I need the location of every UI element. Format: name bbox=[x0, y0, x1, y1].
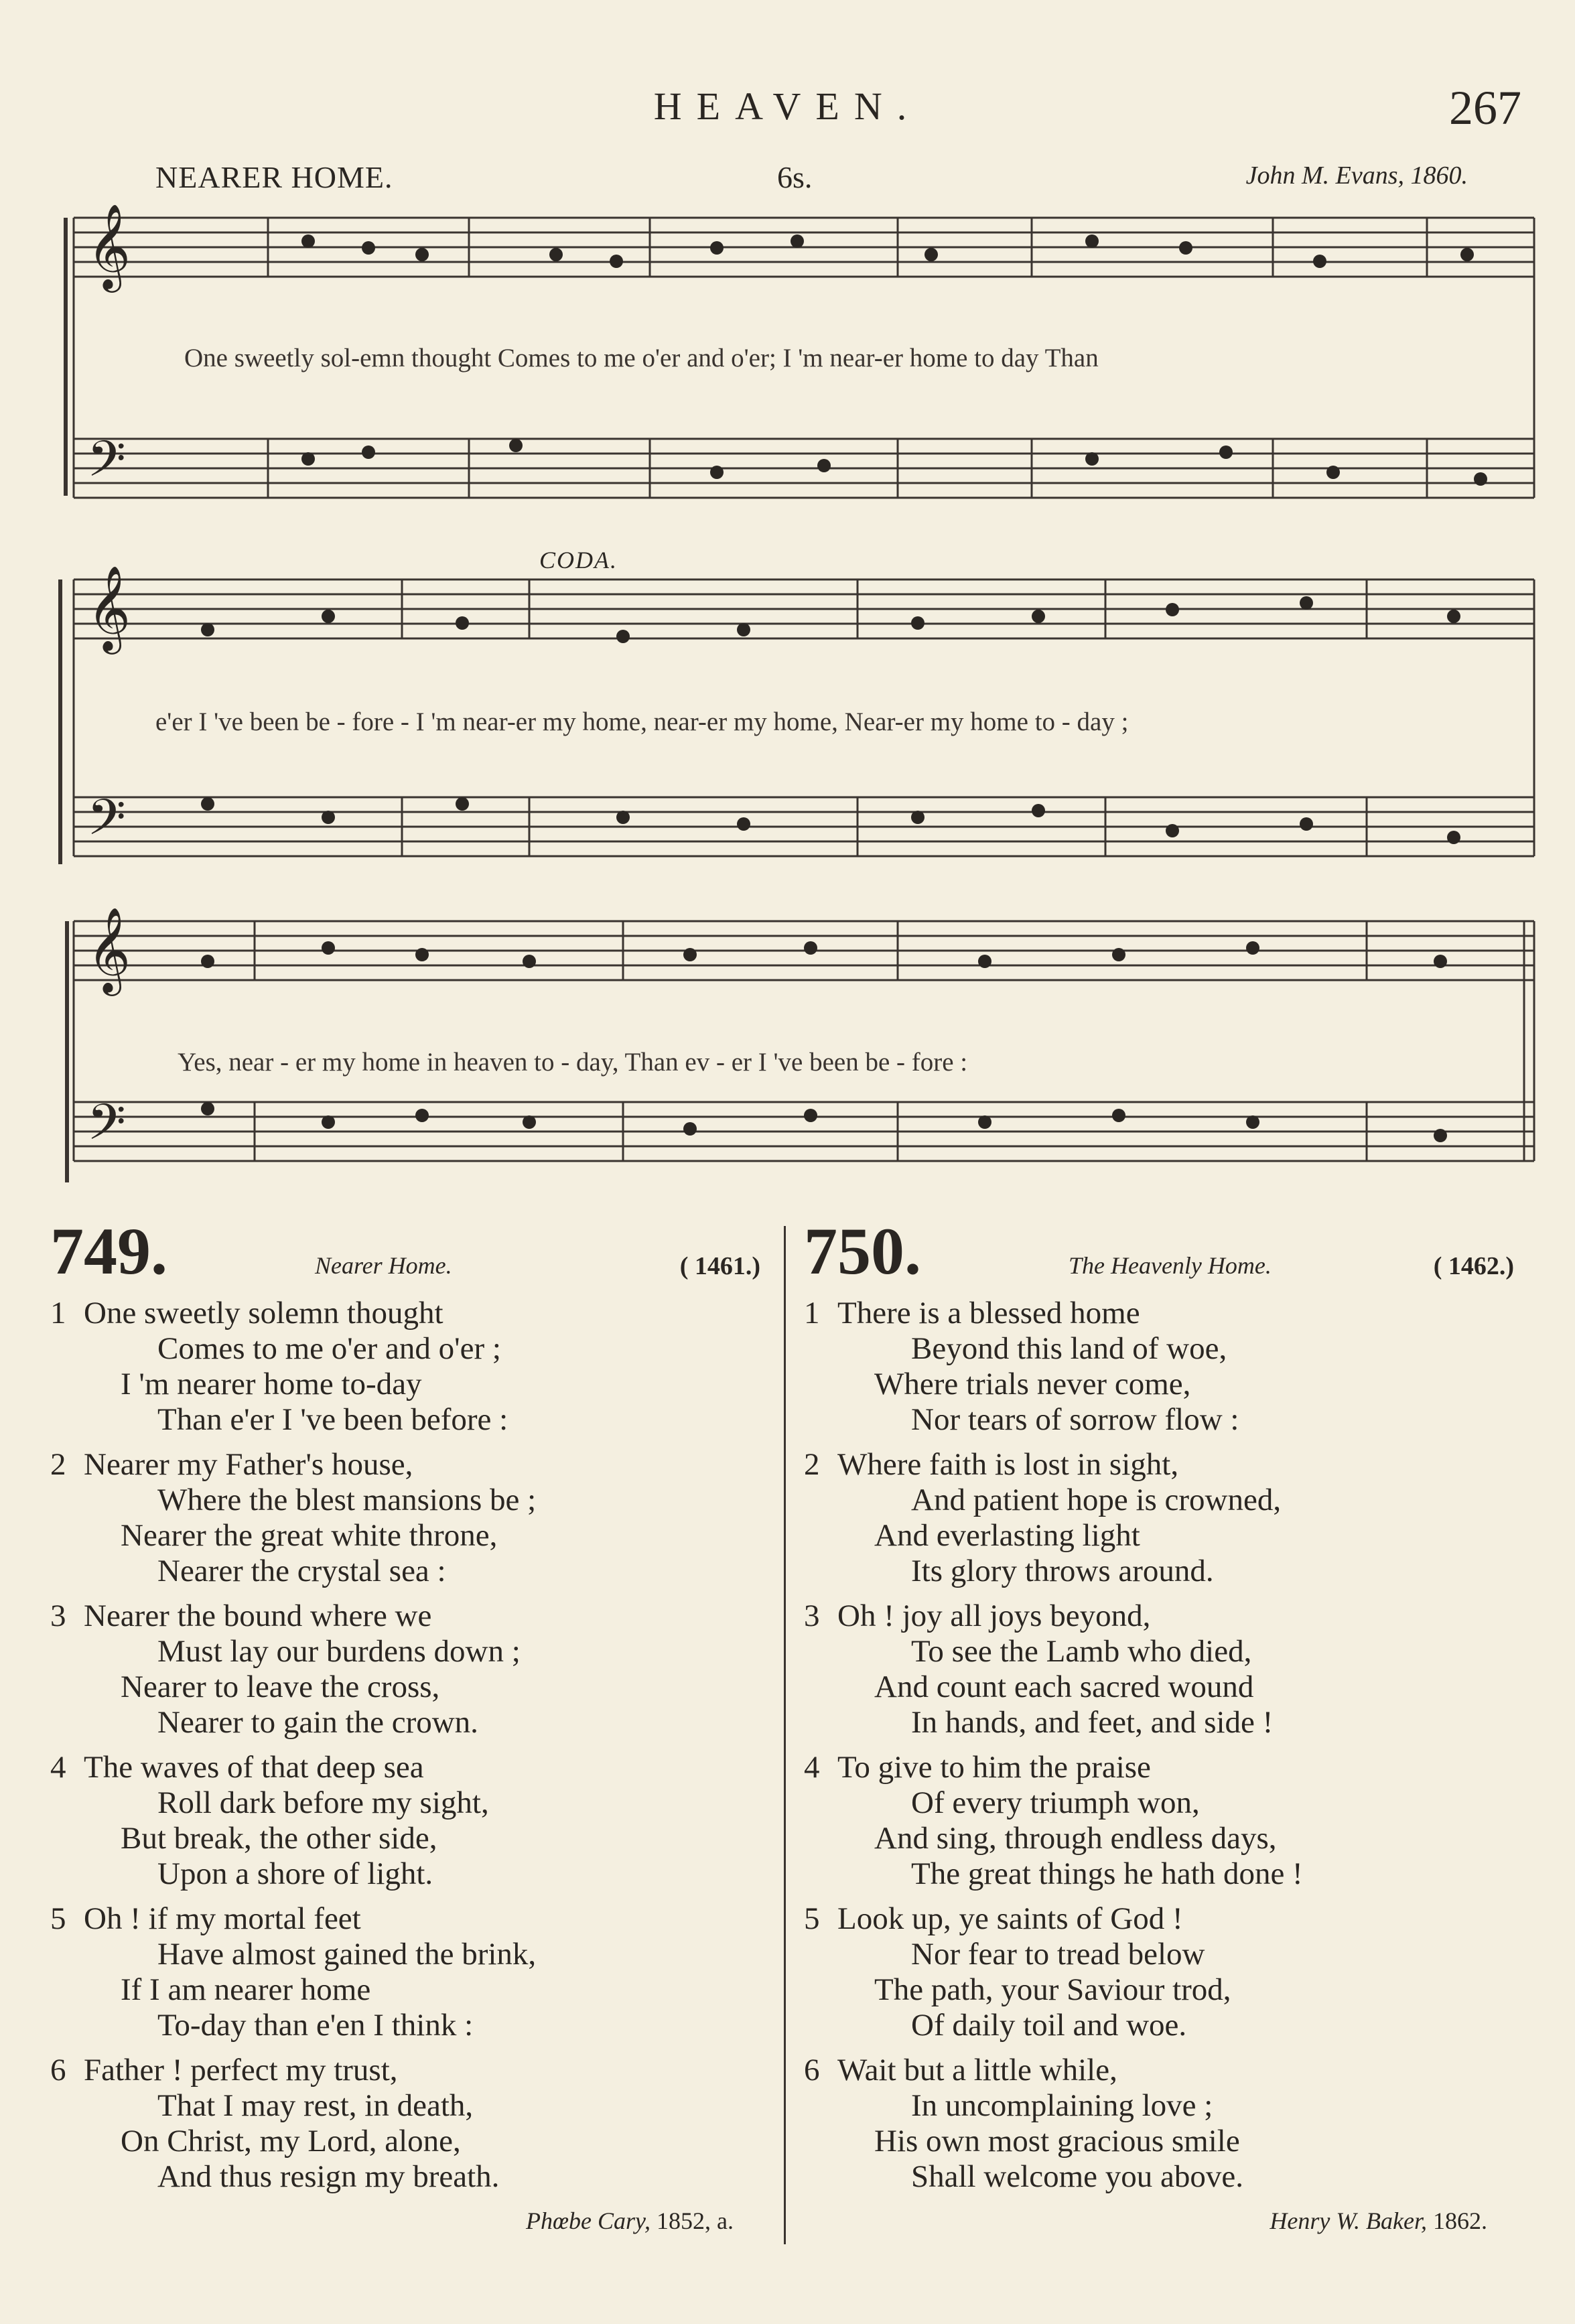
treble-clef-icon: 𝄞 bbox=[87, 909, 131, 991]
stanza-number: 3 bbox=[804, 1598, 820, 1633]
stanza-line: Nearer the crystal sea : bbox=[157, 1554, 446, 1588]
stanza-line: Look up, ye saints of God ! bbox=[837, 1901, 1183, 1936]
running-head: HEAVEN. bbox=[653, 84, 922, 128]
hymn-header bbox=[804, 1213, 1514, 1286]
stanza-line: Beyond this land of woe, bbox=[911, 1331, 1227, 1366]
hymn-author bbox=[804, 2207, 1514, 2235]
page-number: 267 bbox=[1449, 81, 1521, 135]
stanza-number: 4 bbox=[50, 1750, 66, 1785]
stanza-line: Upon a shore of light. bbox=[157, 1856, 433, 1891]
stanza-line: Oh ! joy all joys beyond, bbox=[837, 1598, 1151, 1633]
stanza-line: If I am nearer home bbox=[121, 1972, 371, 2007]
hymn-750 bbox=[804, 1213, 1514, 2235]
stanza-line: Nearer to leave the cross, bbox=[121, 1669, 440, 1704]
author-name: Henry W. Baker, bbox=[1270, 2207, 1427, 2234]
stanza-line: Nor tears of sorrow flow : bbox=[911, 1402, 1239, 1437]
stanza-line: Comes to me o'er and o'er ; bbox=[157, 1331, 501, 1366]
stanza-number: 2 bbox=[50, 1447, 66, 1482]
stanza-line: Nor fear to tread below bbox=[911, 1937, 1205, 1972]
coda-label: CODA. bbox=[539, 547, 618, 573]
stanza-line: I 'm nearer home to-day bbox=[121, 1367, 422, 1402]
stanza-line: And patient hope is crowned, bbox=[911, 1483, 1282, 1517]
stanza-line: But break, the other side, bbox=[121, 1821, 437, 1856]
stanza-line: In hands, and feet, and side ! bbox=[911, 1705, 1274, 1740]
stanza-3 bbox=[804, 1598, 1514, 1740]
bass-clef-icon: 𝄢 bbox=[87, 791, 126, 858]
hymn-title: Nearer Home. bbox=[315, 1252, 452, 1279]
lyric-line-3: Yes, near - er my home in heaven to - day, Than ev - er I 've been be - fore : bbox=[178, 1048, 968, 1077]
stanza-line: Where the blest mansions be ; bbox=[157, 1483, 537, 1517]
stanza-line: Nearer to gain the crown. bbox=[157, 1705, 478, 1740]
stanza-line: Must lay our burdens down ; bbox=[157, 1634, 521, 1669]
stanza-line: There is a blessed home bbox=[837, 1296, 1140, 1330]
stanza-line: Nearer the great white throne, bbox=[121, 1518, 498, 1553]
lyric-line-2: e'er I 've been be - fore - I 'm near-er my home, near-er my home, Near-er my home to - day ; bbox=[155, 707, 1129, 736]
hymn-number: 750. bbox=[804, 1214, 921, 1288]
treble-clef-icon: 𝄞 bbox=[87, 206, 131, 287]
stanza-line: Its glory throws around. bbox=[911, 1554, 1214, 1588]
stanza-line: To-day than e'en I think : bbox=[157, 2008, 474, 2043]
stanza-line: Of daily toil and woe. bbox=[911, 2008, 1187, 2043]
hymn-number: 749. bbox=[50, 1214, 167, 1288]
stanza-line: Wait but a little while, bbox=[837, 2053, 1117, 2088]
stanza-line: And everlasting light bbox=[874, 1518, 1140, 1553]
stanza-4 bbox=[50, 1750, 760, 1892]
stanza-number: 5 bbox=[804, 1901, 820, 1936]
stanza-4 bbox=[804, 1750, 1514, 1892]
treble-clef-icon: 𝄞 bbox=[87, 567, 131, 649]
stanza-line: Of every triumph won, bbox=[911, 1785, 1200, 1820]
hymn-749 bbox=[50, 1213, 760, 2235]
stanza-number: 6 bbox=[804, 2053, 820, 2088]
hymn-reference: ( 1461.) bbox=[679, 1252, 760, 1280]
stanza-line: Have almost gained the brink, bbox=[157, 1937, 537, 1972]
stanza-line: Where trials never come, bbox=[874, 1367, 1191, 1402]
stanza-1 bbox=[50, 1296, 760, 1438]
lyric-line-1: One sweetly sol-emn thought Comes to me o'er and o'er; I 'm near-er home to day Than bbox=[184, 344, 1099, 372]
stanza-6 bbox=[50, 2053, 760, 2195]
stanza-line: The waves of that deep sea bbox=[84, 1750, 424, 1785]
stanza-line: And sing, through endless days, bbox=[874, 1821, 1277, 1856]
tune-name: NEARER HOME. bbox=[155, 160, 393, 194]
stanza-line: Than e'er I 've been before : bbox=[157, 1402, 508, 1437]
stanza-number: 4 bbox=[804, 1750, 820, 1785]
stanza-line: On Christ, my Lord, alone, bbox=[121, 2124, 461, 2159]
stanza-6 bbox=[804, 2053, 1514, 2195]
stanza-line: To see the Lamb who died, bbox=[911, 1634, 1252, 1669]
stanza-3 bbox=[50, 1598, 760, 1740]
bass-clef-icon: 𝄢 bbox=[87, 1096, 126, 1162]
stanza-1 bbox=[804, 1296, 1514, 1438]
stanza-number: 6 bbox=[50, 2053, 66, 2088]
bass-clef-icon: 𝄢 bbox=[87, 433, 126, 499]
column-divider bbox=[784, 1226, 786, 2244]
stanza-number: 5 bbox=[50, 1901, 66, 1936]
stanza-line: That I may rest, in death, bbox=[157, 2088, 474, 2123]
author-year: 1862. bbox=[1433, 2207, 1487, 2234]
stanza-line: And thus resign my breath. bbox=[157, 2159, 500, 2194]
stanza-line: Where faith is lost in sight, bbox=[837, 1447, 1179, 1482]
stanza-line: Roll dark before my sight, bbox=[157, 1785, 489, 1820]
stanza-5 bbox=[804, 1901, 1514, 2043]
stanza-line: In uncomplaining love ; bbox=[911, 2088, 1213, 2123]
stanza-5 bbox=[50, 1901, 760, 2043]
stanza-line: Oh ! if my mortal feet bbox=[84, 1901, 361, 1936]
stanza-line: The path, your Saviour trod, bbox=[874, 1972, 1231, 2007]
stanza-number: 3 bbox=[50, 1598, 66, 1633]
stanza-line: His own most gracious smile bbox=[874, 2124, 1240, 2159]
hymn-title: The Heavenly Home. bbox=[1069, 1252, 1272, 1279]
stanza-2 bbox=[804, 1447, 1514, 1589]
hymn-header bbox=[50, 1213, 760, 1286]
tune-composer: John M. Evans, 1860. bbox=[1245, 161, 1468, 190]
stanza-line: To give to him the praise bbox=[837, 1750, 1151, 1785]
stanza-line: Shall welcome you above. bbox=[911, 2159, 1243, 2194]
stanza-line: And count each sacred wound bbox=[874, 1669, 1254, 1704]
hymn-author bbox=[50, 2207, 760, 2235]
stanza-number: 2 bbox=[804, 1447, 820, 1482]
stanza-2 bbox=[50, 1447, 760, 1589]
stanza-line: Father ! perfect my trust, bbox=[84, 2053, 398, 2088]
stanza-line: One sweetly solemn thought bbox=[84, 1296, 443, 1330]
author-name: Phœbe Cary, bbox=[526, 2207, 651, 2234]
stanza-number: 1 bbox=[804, 1296, 820, 1330]
stanza-line: The great things he hath done ! bbox=[911, 1856, 1303, 1891]
stanza-number: 1 bbox=[50, 1296, 66, 1330]
hymn-reference: ( 1462.) bbox=[1433, 1252, 1514, 1280]
stanza-line: Nearer my Father's house, bbox=[84, 1447, 413, 1482]
author-year: 1852, a. bbox=[657, 2207, 734, 2234]
stanza-line: Nearer the bound where we bbox=[84, 1598, 432, 1633]
tune-meter: 6s. bbox=[777, 160, 813, 194]
